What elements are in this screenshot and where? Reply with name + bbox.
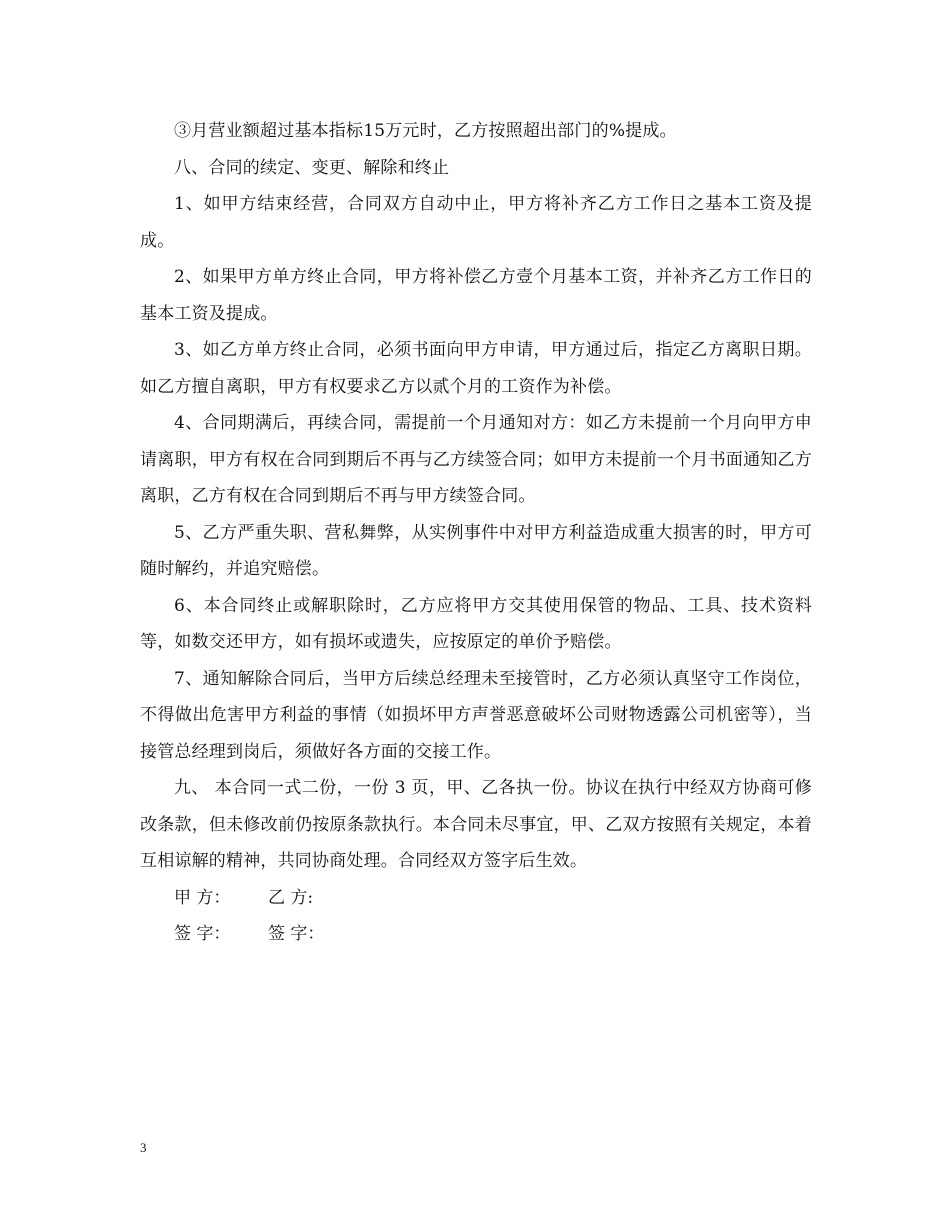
section-nine-final-provisions: 九、 本合同一式二份，一份 3 页，甲、乙各执一份。协议在执行中经双方协商可修改条款，但未修改前仍按原条款执行。本合同未尽事宜，甲、乙双方按照有关规定，本着互相谅解的精神，共同协商处理。合同经双方签字后生效。 — [140, 778, 812, 871]
section-heading-contract-renewal: 八、合同的续定、变更、解除和终止 — [174, 157, 450, 178]
clause-2: 2、如果甲方单方终止合同，甲方将补偿乙方壹个月基本工资，并补齐乙方工作日的基本工资及提成。 — [140, 267, 812, 324]
document-body — [140, 113, 812, 953]
clause-7: 7、通知解除合同后，当甲方后续总经理未至接管时，乙方必须认真坚守工作岗位，不得做出危害甲方利益的事情（如损坏甲方声誉恶意破坏公司财物透露公司机密等），当接管总经理到岗后，须做好各方面的交接工作。 — [140, 668, 812, 762]
paragraph-commission-clause: ③月营业额超过基本指标15万元时，乙方按照超出部门的%提成。 — [174, 121, 677, 141]
party-b-label: 乙 方: — [268, 887, 314, 908]
sign-b-label: 签 字： — [268, 924, 325, 944]
party-a-label: 甲 方： — [174, 887, 231, 908]
clause-1: 1、如甲方结束经营，合同双方自动中止，甲方将补齐乙方工作日之基本工资及提成。 — [140, 194, 812, 251]
clause-5: 5、乙方严重失职、营私舞弊，从实例事件中对甲方利益造成重大损害的时，甲方可随时解约，并追究赔偿。 — [140, 522, 812, 579]
signature-sign-row — [140, 916, 812, 953]
clause-3: 3、如乙方单方终止合同，必须书面向甲方申请，甲方通过后，指定乙方离职日期。如乙方擅自离职，甲方有权要求乙方以贰个月的工资作为补偿。 — [140, 340, 812, 397]
page-number: 3 — [140, 1140, 147, 1155]
signature-parties-row — [140, 880, 812, 917]
clause-6: 6、本合同终止或解职除时，乙方应将甲方交其使用保管的物品、工具、技术资料等，如数交还甲方，如有损坏或遗失，应按原定的单价予赔偿。 — [140, 595, 812, 652]
sign-a-label: 签 字： — [174, 924, 231, 944]
clause-4: 4、合同期满后，再续合同，需提前一个月通知对方：如乙方未提前一个月向甲方申请离职，甲方有权在合同到期后不再与乙方续签合同；如甲方未提前一个月书面通知乙方离职，乙方有权在合同到期后不再与甲方续签合同。 — [140, 413, 812, 506]
